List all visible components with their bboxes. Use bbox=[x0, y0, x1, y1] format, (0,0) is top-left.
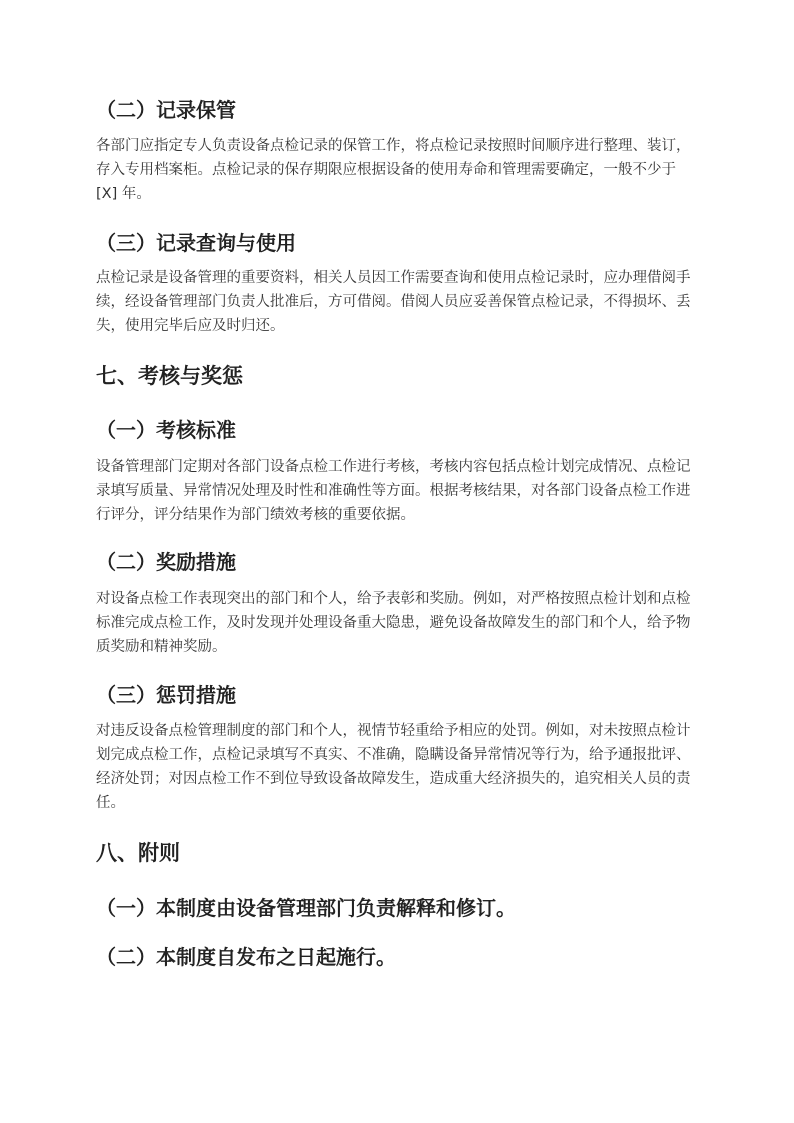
paragraph-line: 对违反设备点检管理制度的部门和个人，视情节轻重给予相应的处罚。例如，对未按照点检计 bbox=[96, 723, 691, 739]
paragraph-line: 行评分，评分结果作为部门绩效考核的重要依据。 bbox=[96, 507, 415, 523]
paragraph-line: 经济处罚；对因点检工作不到位导致设备故障发生，造成重大经济损失的，追究相关人员的责 bbox=[96, 771, 691, 787]
supplementary-item-interpretation: （一）本制度由设备管理部门负责解释和修订。 bbox=[96, 896, 516, 920]
paragraph-line: 存入专用档案柜。点检记录的保存期限应根据设备的使用寿命和管理需要确定，一般不少于 bbox=[96, 162, 676, 178]
paragraph-line: 设备管理部门定期对各部门设备点检工作进行考核，考核内容包括点检计划完成情况、点检记 bbox=[96, 459, 691, 475]
section-heading-record-storage: （二）记录保管 bbox=[96, 98, 236, 122]
chapter-title-supplementary: 八、附则 bbox=[96, 841, 180, 865]
paragraph-line: 任。 bbox=[96, 795, 125, 811]
section-heading-rewards: （二）奖励措施 bbox=[96, 550, 236, 574]
section-heading-assessment-standard: （一）考核标准 bbox=[96, 418, 236, 442]
section-heading-penalties: （三）惩罚措施 bbox=[96, 683, 236, 707]
supplementary-item-effective-date: （二）本制度自发布之日起施行。 bbox=[96, 945, 396, 969]
paragraph-line: 点检记录是设备管理的重要资料，相关人员因工作需要查询和使用点检记录时，应办理借阅手 bbox=[96, 270, 691, 286]
paragraph-line: [X] 年。 bbox=[96, 186, 151, 202]
paragraph-line: 续，经设备管理部门负责人批准后，方可借阅。借阅人员应妥善保管点检记录，不得损坏、丢 bbox=[96, 294, 691, 310]
paragraph-line: 录填写质量、异常情况处理及时性和准确性等方面。根据考核结果，对各部门设备点检工作进 bbox=[96, 483, 691, 499]
paragraph-line: 质奖励和精神奖励。 bbox=[96, 639, 227, 655]
paragraph-line: 各部门应指定专人负责设备点检记录的保管工作，将点检记录按照时间顺序进行整理、装订， bbox=[96, 138, 691, 154]
paragraph-line: 划完成点检工作，点检记录填写不真实、不准确，隐瞒设备异常情况等行为，给予通报批评、 bbox=[96, 747, 691, 763]
paragraph-line: 标准完成点检工作，及时发现并处理设备重大隐患，避免设备故障发生的部门和个人，给予物 bbox=[96, 615, 691, 631]
section-heading-record-query: （三）记录查询与使用 bbox=[96, 231, 296, 255]
chapter-title-assessment: 七、考核与奖惩 bbox=[96, 364, 243, 388]
paragraph-line: 对设备点检工作表现突出的部门和个人，给予表彰和奖励。例如，对严格按照点检计划和点检 bbox=[96, 591, 691, 607]
paragraph-line: 失，使用完毕后应及时归还。 bbox=[96, 318, 285, 334]
